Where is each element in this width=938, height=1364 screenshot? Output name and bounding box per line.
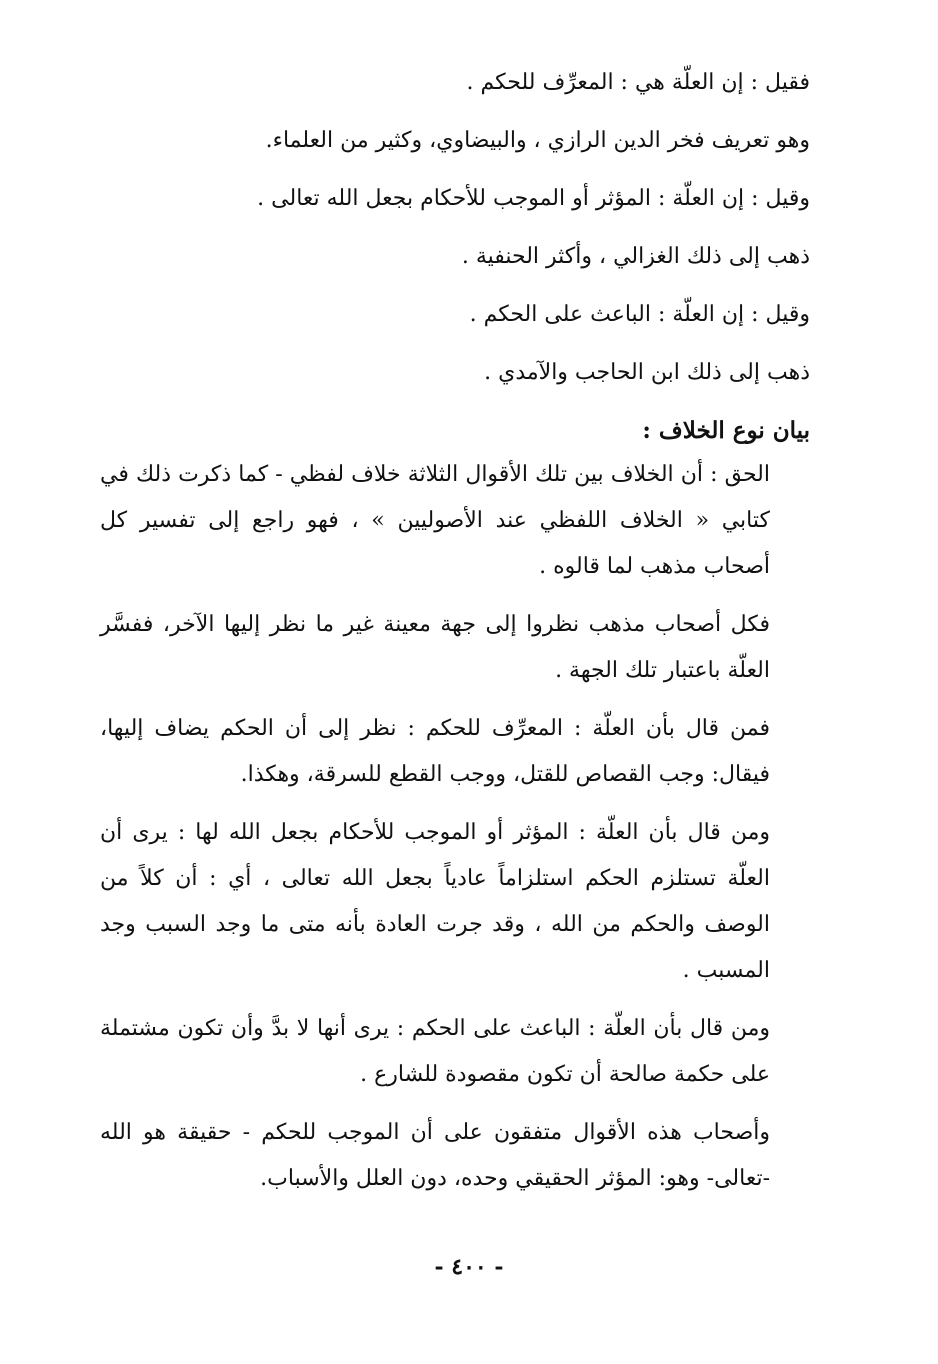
paragraph: فمن قال بأن العلّة : المعرِّف للحكم : نظر إلى أن الحكم يضاف إليها، فيقال: وجب القصاص للقتل، ووجب القطع للسرقة، وهكذا.	[100, 716, 770, 787]
text-line: وقيل : إن العلّة : الباعث على الحكم .	[469, 302, 810, 327]
paragraph: فكل أصحاب مذهب نظروا إلى جهة معينة غير ما نظر إليها الآخر، ففسَّر العلّة باعتبار تلك الجهة .	[100, 612, 770, 683]
definitions-block	[100, 54, 810, 460]
paragraph: وأصحاب هذه الأقوال متفقون على أن الموجب للحكم - حقيقة هو الله -تعالى- وهو: المؤثر الحقيقي وحده، دون العلل والأسباب.	[100, 1120, 770, 1191]
text-line: وقيل : إن العلّة : المؤثر أو الموجب للأحكام بجعل الله تعالى .	[257, 186, 810, 211]
text-line: ذهب إلى ذلك ابن الحاجب والآمدي .	[484, 360, 810, 385]
paragraph: ومن قال بأن العلّة : الباعث على الحكم : يرى أنها لا بدَّ وأن تكون مشتملة على حكمة صالحة أن تكون مقصودة للشارع .	[100, 1016, 770, 1087]
paragraph: ومن قال بأن العلّة : المؤثر أو الموجب للأحكام بجعل الله لها : يرى أن العلّة تستلزم الحكم استلزاماً عادياً بجعل الله تعالى ، أي : أن كلاً من الوصف والحكم من الله ، وقد جرت العادة بأنه متى ما وجد السبب وجد المسبب .	[100, 820, 770, 983]
text-line: ذهب إلى ذلك الغزالي ، وأكثر الحنفية .	[461, 244, 810, 269]
page-number: - ٤٠٠ -	[434, 1254, 504, 1280]
paragraph: الحق : أن الخلاف بين تلك الأقوال الثلاثة خلاف لفظي - كما ذكرت ذلك في كتابي « الخلاف اللفظي عند الأصوليين » ، فهو راجع إلى تفسير كل أصحاب مذهب لما قالوه .	[100, 462, 770, 579]
section-heading: بيان نوع الخلاف :	[642, 417, 810, 444]
text-line: فقيل : إن العلّة هي : المعرِّف للحكم .	[466, 70, 810, 95]
body-paragraphs	[100, 452, 810, 1202]
text-line: وهو تعريف فخر الدين الرازي ، والبيضاوي، وكثير من العلماء.	[265, 128, 810, 153]
